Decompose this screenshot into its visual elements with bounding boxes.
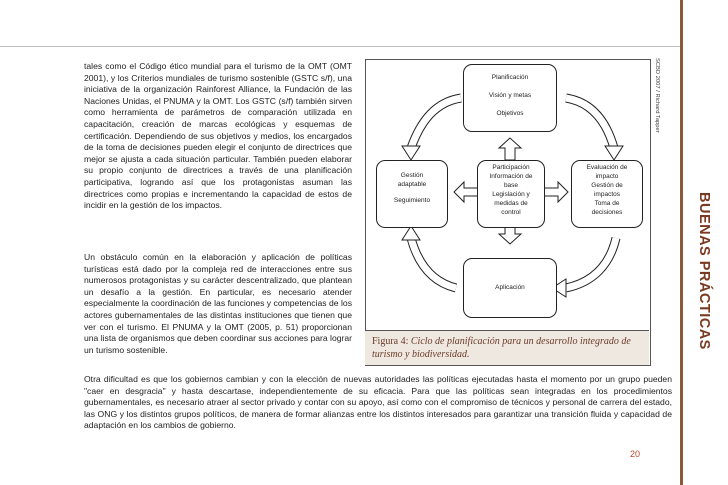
box-text: Planificación [491,74,529,81]
paragraph-2: Un obstáculo común en la elaboración y aplicación de políticas turísticas está dado por la compleja red de interacciones entre sus numerosos protagonistas y su carácter descentralizado, que plantean un desafío a la gestión. En particular, es necesario atender especialmente la coordinación de las funciones y competencias de los actores gubernamentales de las distintas instituciones que tienen que ver con el turismo. El PNUMA y la OMT (2005, p. 51) proporcionan una lista de organismos que deben coordinar sus acciones para lograr un turismo sostenible. [84,252,353,355]
box-text: Aplicación [495,284,525,291]
box-aplicacion [463,258,557,318]
box-text: Información de [489,173,533,180]
paragraph-1: tales como el Código ético mundial para el turismo de la OMT (OMT 2001), y los Criterios mundiales de turismo sostenible (GSTC s/f), una iniciativa de la organización Rainforest Alliance, la Fundación de las Naciones Unidas, el PNUMA y la OMT. Los GSTC (s/f) también sirven como herramienta de parámetros de comparación utilizada en capacitación, creación de marcas ecológicas y esquemas de certificación. Dependiendo de sus objetivos y medios, los encargados de la toma de decisiones pueden elegir el conjunto de directrices que mejor se ajusta a cada situación particular. También pueden elaborar su propio conjunto de directrices a través de una planificación participativa, logrando así que los protagonistas asuman las directrices como propias e incrementando la capacidad de estos de incidir en la gestión de los impactos. [84,61,352,211]
side-accent-bar [680,0,683,485]
box-text: base [503,182,519,189]
figure-caption-text: Ciclo de planificación para un desarrollo integrado de turismo y biodiversidad. [372,336,631,360]
arrow-up [499,138,521,160]
box-text: decisiones [591,209,623,216]
box-planificacion [463,64,557,132]
section-title: BUENAS PRÁCTICAS [696,192,712,350]
figure-diagram [365,59,651,366]
box-text: medidas de [494,200,528,207]
arrow-right [544,182,568,202]
figure-credit: SCBD 2007 / Richard Tapper [654,58,660,133]
page-number: 20 [630,449,641,459]
box-text: Participación [492,164,530,171]
arrowhead-bottom-left [402,226,420,240]
arrow-bottom-right-inner [566,238,616,288]
box-text: control [501,209,521,216]
box-text: Seguimiento [393,197,431,204]
box-text: Objetivos [496,110,524,117]
box-text: Gestión de [591,182,623,189]
paragraph-3: Otra dificultad es que los gobiernos cambian y con la elección de nuevas autoridades las políticas ejecutadas hasta el momento por un grupo pueden "caer en desgracia" y hasta descartase, independientemente de su eficacia. Para que las políticas sean integradas en los procedimientos gubernamentales, es necesario atraer al sector privado y contar con su apoyo, así como con el compromiso de técnicos y personal de carrera del estado, las ONG y los distintos grupos políticos, de manera de formar alianzas entre los distintos interesados para garantizar una transición fluida y capacidad de adaptación en los cambios de gobierno. [84,374,672,431]
header-rule [0,46,680,47]
box-text: Legislación y [492,191,530,198]
figure-caption [365,330,649,365]
box-text: impactos [593,191,620,198]
box-text: Toma de [594,200,620,207]
box-text: impacto [595,173,619,180]
box-gestion-adaptable [376,160,448,228]
arrowhead-right [605,146,623,160]
box-text: Evaluación de [586,164,628,171]
arrowhead-left [402,146,420,160]
figure-label: Figura 4: [372,336,409,347]
box-participacion [477,160,545,228]
box-evaluacion-impacto [571,160,643,228]
arrow-left [454,182,478,202]
box-text: Gestión [400,172,424,179]
box-text: adaptable [397,181,427,188]
box-text: Visión y metas [488,92,532,99]
